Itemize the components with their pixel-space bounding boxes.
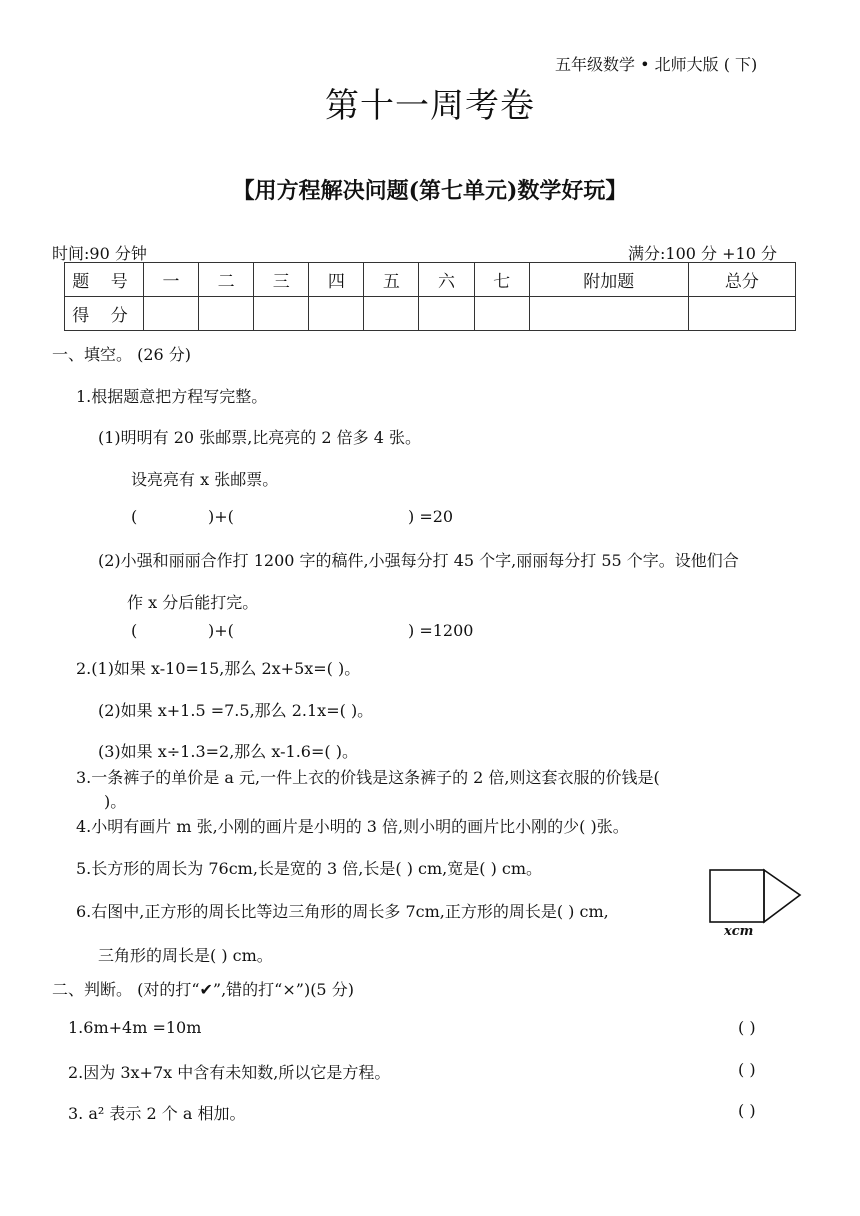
square-shape bbox=[710, 870, 764, 922]
score-table bbox=[64, 262, 796, 331]
score-input-cell[interactable] bbox=[688, 297, 795, 331]
judge-item-2: 2.因为 3x+7x 中含有未知数,所以它是方程。 bbox=[68, 1063, 391, 1082]
score-cell: 题 号 bbox=[65, 263, 144, 297]
judge-item-1: 1.6m+4m =10m bbox=[68, 1018, 202, 1037]
square-triangle-figure bbox=[708, 868, 808, 924]
question-2-2: (2)如果 x+1.5 =7.5,那么 2.1x=( )。 bbox=[98, 701, 374, 720]
question-1-1-setup: 设亮亮有 x 张邮票。 bbox=[131, 470, 279, 489]
question-2-3: (3)如果 x÷1.3=2,那么 x-1.6=( )。 bbox=[98, 742, 358, 761]
question-6: 6.右图中,正方形的周长比等边三角形的周长多 7cm,正方形的周长是( ) cm, bbox=[76, 902, 609, 921]
score-row-label: 得 分 bbox=[65, 297, 144, 331]
score-cell: 一 bbox=[144, 263, 199, 297]
score-table-score-row bbox=[65, 297, 796, 331]
score-cell: 三 bbox=[254, 263, 309, 297]
score-cell: 六 bbox=[419, 263, 474, 297]
score-cell: 四 bbox=[309, 263, 364, 297]
equation-2-open: ( bbox=[131, 621, 138, 640]
question-3: 3.一条裤子的单价是 a 元,一件上衣的价钱是这条裤子的 2 倍,则这套衣服的价钱是( bbox=[76, 768, 660, 787]
time-limit: 时间:90 分钟 bbox=[52, 244, 147, 263]
score-cell: 七 bbox=[474, 263, 529, 297]
score-input-cell[interactable] bbox=[529, 297, 688, 331]
question-3-cont: )。 bbox=[104, 792, 127, 811]
equation-2-end: ) =1200 bbox=[408, 621, 474, 640]
judge-answer-3[interactable]: ( ) bbox=[738, 1101, 756, 1120]
score-input-cell[interactable] bbox=[144, 297, 199, 331]
score-cell: 总分 bbox=[688, 263, 795, 297]
score-input-cell[interactable] bbox=[199, 297, 254, 331]
equation-2-mid: )+( bbox=[208, 621, 234, 640]
section2-heading: 二、判断。 (对的打“✔”,错的打“×”)(5 分) bbox=[52, 980, 354, 999]
question-6-cont: 三角形的周长是( ) cm。 bbox=[98, 946, 273, 965]
question-1: 1.根据题意把方程写完整。 bbox=[76, 387, 268, 406]
question-1-2-cont: 作 x 分后能打完。 bbox=[127, 593, 259, 612]
score-input-cell[interactable] bbox=[474, 297, 529, 331]
figure-label: xcm bbox=[724, 924, 754, 939]
judge-answer-2[interactable]: ( ) bbox=[738, 1060, 756, 1079]
score-input-cell[interactable] bbox=[364, 297, 419, 331]
page-subtitle: 【用方程解决问题(第七单元)数学好玩】 bbox=[232, 178, 628, 204]
question-4: 4.小明有画片 m 张,小刚的画片是小明的 3 倍,则小明的画片比小刚的少( )张。 bbox=[76, 817, 629, 836]
judge-answer-1[interactable]: ( ) bbox=[738, 1018, 756, 1037]
edition-label: 五年级数学 • 北师大版 ( 下) bbox=[555, 55, 758, 74]
score-input-cell[interactable] bbox=[254, 297, 309, 331]
equation-1-end: ) =20 bbox=[408, 507, 454, 526]
full-score: 满分:100 分 +10 分 bbox=[628, 244, 777, 263]
question-5: 5.长方形的周长为 76cm,长是宽的 3 倍,长是( ) cm,宽是( ) cm。 bbox=[76, 859, 543, 878]
triangle-shape bbox=[764, 870, 800, 922]
score-table-header-row bbox=[65, 263, 796, 297]
section1-heading: 一、填空。 (26 分) bbox=[52, 345, 192, 364]
page-title: 第十一周考卷 bbox=[325, 86, 535, 126]
score-input-cell[interactable] bbox=[419, 297, 474, 331]
equation-1-mid: )+( bbox=[208, 507, 234, 526]
question-2-1: 2.(1)如果 x-10=15,那么 2x+5x=( )。 bbox=[76, 659, 361, 678]
judge-item-3: 3. a² 表示 2 个 a 相加。 bbox=[68, 1104, 246, 1123]
score-input-cell[interactable] bbox=[309, 297, 364, 331]
equation-1-open: ( bbox=[131, 507, 138, 526]
question-1-2: (2)小强和丽丽合作打 1200 字的稿件,小强每分打 45 个字,丽丽每分打 55 个字。设他们合 bbox=[98, 551, 739, 570]
score-cell: 五 bbox=[364, 263, 419, 297]
score-cell: 附加题 bbox=[529, 263, 688, 297]
score-cell: 二 bbox=[199, 263, 254, 297]
question-1-1: (1)明明有 20 张邮票,比亮亮的 2 倍多 4 张。 bbox=[98, 428, 421, 447]
